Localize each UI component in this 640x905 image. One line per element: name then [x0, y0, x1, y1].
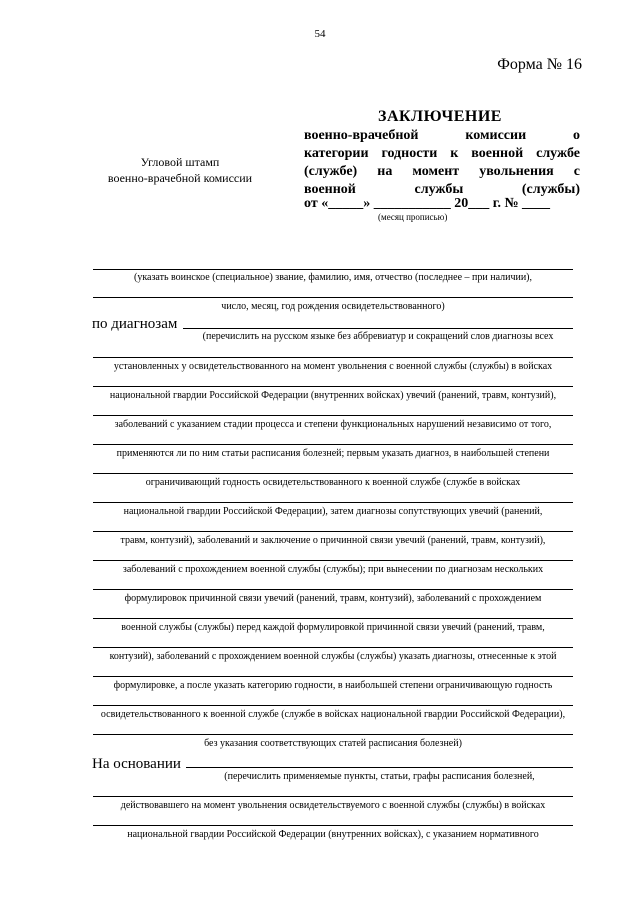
subtitle-line: военно-врачебной комиссии о [304, 128, 580, 143]
hint-diagnosis: применяются ли по ним статьи расписания болезней; первым указать диагноз, в наибольшей степени [116, 448, 550, 459]
hint-diagnosis: травм, контузий), заболеваний и заключение о причинной связи увечий (ранений, травм, контузий), [120, 535, 546, 546]
fill-line [93, 444, 573, 445]
hint-diagnosis: формулировок причинной связи увечий (ранений, травм, контузий), заболеваний с прохождением [124, 593, 542, 604]
subtitle-line: категории годности к военной службе [304, 146, 580, 161]
stamp-line: военно-врачебной комиссии [107, 171, 253, 185]
hint-diagnosis: формулировке, а после указать категорию годности, в наибольшей степени ограничивающую годность [113, 680, 553, 691]
fill-line [93, 357, 573, 358]
hint-birth-date: число, месяц, год рождения освидетельствованного) [221, 301, 445, 312]
fill-line [93, 473, 573, 474]
document-title: ЗАКЛЮЧЕНИЕ [378, 108, 502, 125]
fill-line [93, 647, 573, 648]
stamp-line: Угловой штамп [140, 155, 220, 169]
hint-diagnosis: без указания соответствующих статей расписания болезней) [204, 738, 462, 749]
fill-line [93, 705, 573, 706]
hint-diagnosis: заболеваний с прохождением военной службы (службы); при вынесении по диагнозам нескольких [122, 564, 544, 575]
diagnosis-label: по диагнозам [92, 316, 178, 332]
hint-diagnosis: заболеваний с указанием стадии процесса и степени функциональных нарушений независимо от того, [114, 419, 552, 430]
date-number-line: от «_____» ___________ 20___ г. № ____ [304, 196, 551, 211]
hint-rank-name: (указать воинское (специальное) звание, фамилию, имя, отчество (последнее – при наличии), [133, 272, 533, 283]
hint-diagnosis: установленных у освидетельствованного на момент увольнения с военной службы (службы) в войсках [113, 361, 553, 372]
subtitle-line: (службе) на момент увольнения с [304, 164, 580, 179]
fill-line [93, 734, 573, 735]
fill-line [93, 560, 573, 561]
fill-line [93, 825, 573, 826]
fill-line [93, 415, 573, 416]
month-hint: (месяц прописью) [378, 212, 448, 222]
fill-line [93, 531, 573, 532]
hint-diagnosis: контузий), заболеваний с прохождением военной службы (службы) указать диагнозы, отнесенные к этой [109, 651, 557, 662]
page-number: 54 [314, 28, 326, 40]
hint-diagnosis: ограничивающий годность освидетельствованного к военной службе (службе в войсках [145, 477, 521, 488]
corner-stamp [80, 154, 280, 186]
hint-diagnosis: военной службы (службы) перед каждой формулировкой причинной связи увечий (ранений, травм, [121, 622, 545, 633]
fill-line [93, 676, 573, 677]
hint-diagnosis: национальной гвардии Российской Федерации), затем диагнозы сопутствующих увечий (ранений, [123, 506, 543, 517]
fill-line [93, 502, 573, 503]
hint-basis: (перечислить применяемые пункты, статьи, графы расписания болезней, [224, 771, 535, 782]
hint-basis: действовавшего на момент увольнения освидетельствуемого с военной службы (службы) в войсках [120, 800, 546, 811]
hint-diagnosis: национальной гвардии Российской Федерации (внутренних войсках) увечий (ранений, травм, контузий), [109, 390, 557, 401]
fill-line-name [93, 269, 573, 270]
subtitle-line: военной службы (службы) [304, 182, 580, 197]
fill-line-basis [186, 767, 573, 768]
basis-label: На основании [92, 756, 181, 772]
document-subtitle [304, 127, 580, 199]
fill-line [93, 386, 573, 387]
fill-line [93, 796, 573, 797]
hint-basis: национальной гвардии Российской Федерации (внутренних войсках), с указанием нормативного [127, 829, 539, 840]
fill-line [93, 618, 573, 619]
fill-line-birth [93, 297, 573, 298]
fill-line [93, 589, 573, 590]
fill-line-diagnosis [183, 328, 573, 329]
hint-diagnosis: освидетельствованного к военной службе (службе в войсках национальной гвардии Российской Федерации), [100, 709, 566, 720]
form-number: Форма № 16 [497, 56, 582, 73]
hint-diagnosis: (перечислить на русском языке без аббревиатур и сокращений слов диагнозы всех [202, 331, 554, 342]
